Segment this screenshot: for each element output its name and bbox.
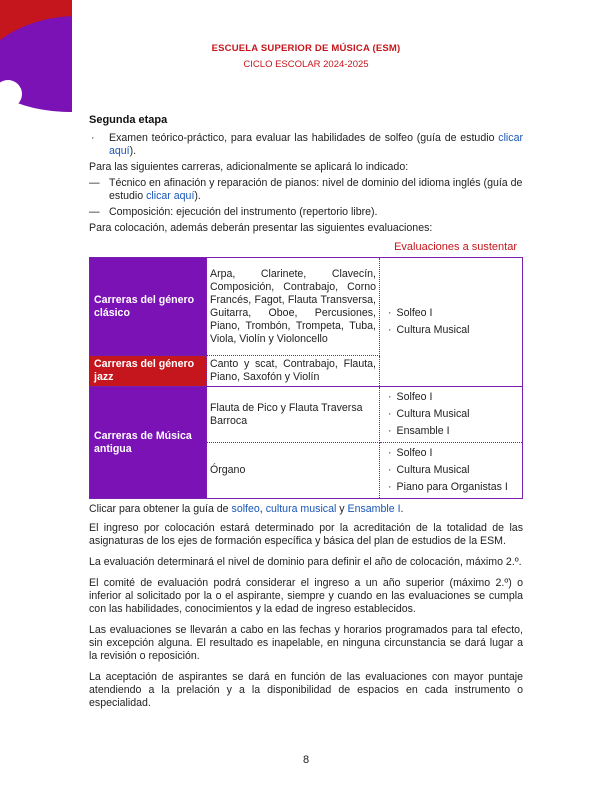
paragraph: Las evaluaciones se llevarán a cabo en las fechas y horarios programados para tal efecto, sin excepción alguna. El resultado es inapelable, en ninguna circunstancia se dará lugar a la revisión o reposición. — [89, 624, 523, 662]
evaluation-item: · Cultura Musical — [388, 406, 518, 423]
guide-line-prefix: Clicar para obtener la guía de — [89, 503, 232, 515]
page-number: 8 — [302, 754, 310, 766]
paragraph: El comité de evaluación podrá considerar el ingreso a un año superior (máximo 2.º) o inferior al solicitado por la o el aspirante, siempre y cuando en las evaluaciones se cumpla con las habilidades, conocimientos y la edad de ingreso establecidos. — [89, 577, 523, 615]
evaluation-item: · Solfeo I — [388, 445, 518, 462]
dash-text: Composición: ejecución del instrumento (repertorio libre). — [109, 206, 378, 218]
instruments-organ: Órgano — [207, 443, 380, 499]
document-header — [0, 43, 612, 70]
evaluation-item: · Solfeo I — [388, 389, 518, 406]
bullet-marker: · — [91, 132, 95, 144]
category-ancient: Carreras de Música antigua — [90, 387, 207, 499]
evaluation-item: · Cultura Musical — [388, 322, 518, 339]
dash-tail: ). — [194, 190, 201, 202]
bullet-text: Examen teórico-práctico, para evaluar las habilidades de solfeo (guía de estudio — [109, 132, 499, 144]
table-row — [90, 258, 523, 356]
guide-line-suffix: . — [400, 503, 404, 515]
evaluations-organ — [380, 443, 523, 499]
ensamble-link[interactable]: Ensamble I — [347, 503, 401, 515]
evaluation-item: · Piano para Organistas I — [388, 479, 518, 496]
solfeo-guide-link[interactable]: clicar aquí — [109, 132, 523, 157]
placement-intro: Para colocación, además deberán presentar las siguientes evaluaciones: — [89, 222, 433, 234]
school-cycle: CICLO ESCOLAR 2024-2025 — [243, 59, 369, 70]
dash-text: Técnico en afinación y reparación de pianos: nivel de dominio del idioma inglés (guía de estudio — [109, 177, 523, 202]
bullet-item — [89, 132, 523, 158]
evaluations-table — [89, 257, 523, 499]
instruments-jazz: Canto y scat, Contrabajo, Flauta, Piano, Saxofón y Violín — [207, 356, 380, 387]
evaluations-classic-jazz — [380, 258, 523, 387]
bullet-tail: ). — [129, 145, 137, 157]
dash-marker: — — [89, 177, 100, 189]
instruments-recorder: Flauta de Pico y Flauta Traversa Barroca — [207, 387, 380, 443]
evaluation-item: · Solfeo I — [388, 305, 518, 322]
guide-line-separator: y — [336, 503, 348, 515]
school-name: ESCUELA SUPERIOR DE MÚSICA (ESM) — [211, 43, 401, 54]
evaluations-recorder — [380, 387, 523, 443]
english-guide-link[interactable]: clicar aquí — [146, 190, 195, 202]
evaluation-item: · Cultura Musical — [388, 462, 518, 479]
evaluations-header: Evaluaciones a sustentar — [394, 241, 517, 253]
paragraph: La evaluación determinará el nivel de dominio para definir el año de colocación, máximo 2.º. — [89, 556, 522, 568]
category-classic: Carreras del género clásico — [90, 258, 207, 356]
cultura-musical-link[interactable]: cultura musical — [265, 503, 337, 515]
dash-item — [89, 177, 523, 203]
careers-intro: Para las siguientes carreras, adicionalmente se aplicará lo indicado: — [89, 161, 409, 173]
instruments-classic: Arpa, Clarinete, Clavecín, Composición, Contrabajo, Corno Francés, Fagot, Flauta Transversa, Guitarra, Oboe, Percusiones, Piano, Trombón, Trompeta, Tuba, Viola, Violín y Violoncello — [207, 258, 380, 356]
guide-links-line — [89, 503, 523, 516]
dash-marker: — — [89, 206, 100, 218]
dash-item — [89, 206, 523, 219]
guide-line-separator: , — [259, 503, 266, 515]
evaluation-item: · Ensamble I — [388, 423, 518, 440]
paragraph: El ingreso por colocación estará determinado por la acreditación de la totalidad de las asignaturas de los ejes de formación específica y básica del plan de estudios de la ESM. — [89, 522, 523, 547]
solfeo-link[interactable]: solfeo — [231, 503, 260, 515]
section-title: Segunda etapa — [89, 114, 168, 126]
main-content — [89, 114, 523, 710]
category-jazz: Carreras del género jazz — [90, 356, 207, 387]
table-row — [90, 387, 523, 443]
paragraph: La aceptación de aspirantes se dará en función de las evaluaciones con mayor puntaje atendiendo a la prelación y a la disponibilidad de espacios en cada instrumento o especialidad. — [89, 671, 523, 709]
